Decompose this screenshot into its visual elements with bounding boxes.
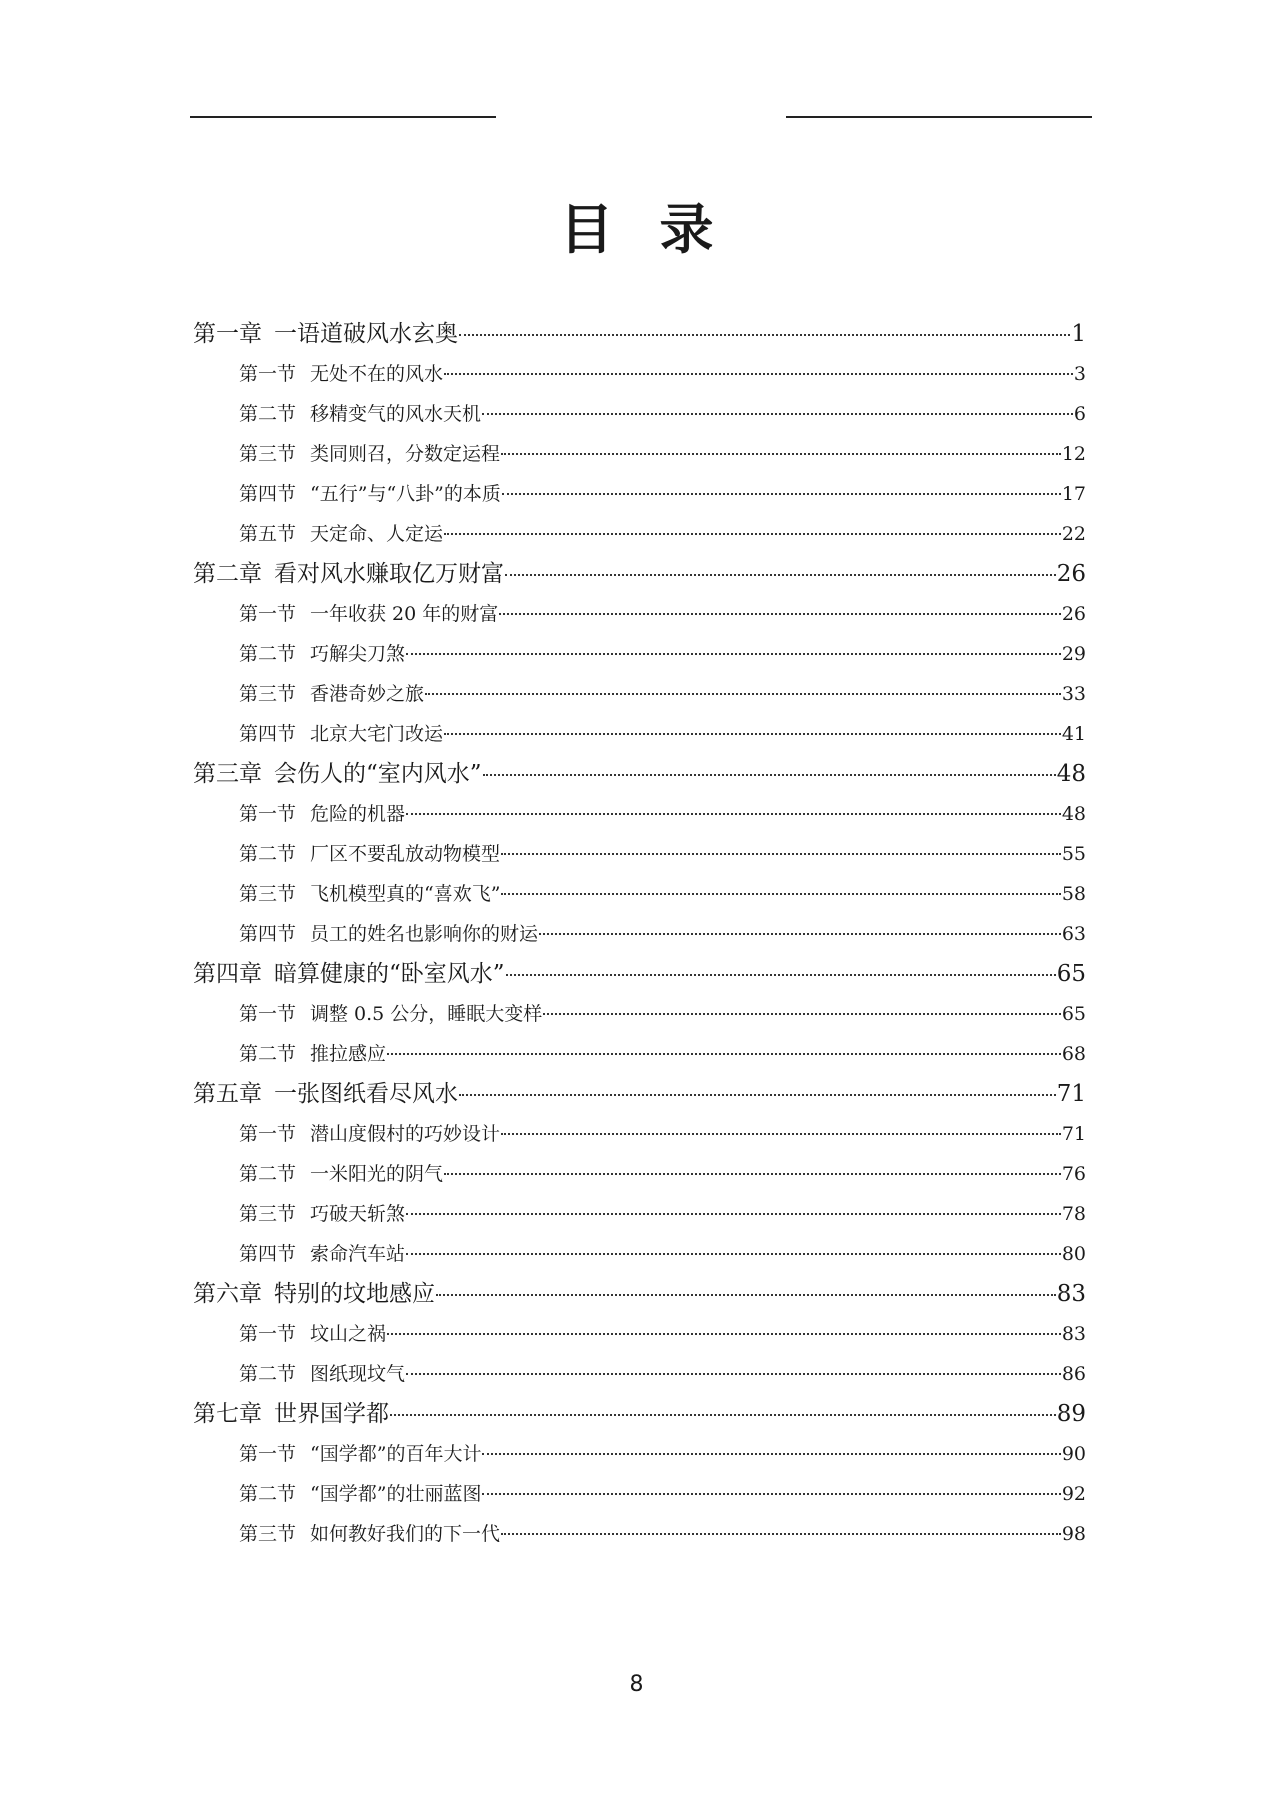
section-page-number: 76 <box>1061 1163 1086 1185</box>
section-page-number: 26 <box>1061 603 1086 625</box>
toc-section[interactable] <box>239 834 1086 874</box>
toc-section[interactable] <box>239 914 1086 954</box>
dot-leader <box>501 853 1061 855</box>
chapter-number: 第七章 <box>193 1401 262 1427</box>
section-number: 第三节 <box>239 443 297 465</box>
toc-section[interactable] <box>239 1114 1086 1154</box>
section-title: 潜山度假村的巧妙设计 <box>310 1123 501 1145</box>
section-title: 巧破天斩煞 <box>310 1203 406 1225</box>
section-title: 天定命、人定运 <box>310 523 444 545</box>
toc-section[interactable] <box>239 714 1086 754</box>
section-title: 飞机模型真的“喜欢飞” <box>310 883 501 905</box>
chapter-page-number: 71 <box>1056 1081 1086 1107</box>
section-page-number: 6 <box>1073 403 1086 425</box>
section-title: 无处不在的风水 <box>310 363 444 385</box>
header-rule-left <box>190 116 496 118</box>
dot-leader <box>406 1253 1061 1255</box>
dot-leader <box>406 1373 1061 1375</box>
section-number: 第二节 <box>239 1043 297 1065</box>
section-page-number: 58 <box>1061 883 1086 905</box>
toc-chapter[interactable] <box>193 314 1086 354</box>
section-page-number: 48 <box>1061 803 1086 825</box>
section-title: 类同则召，分数定运程 <box>310 443 501 465</box>
section-title: 坟山之祸 <box>310 1323 387 1345</box>
dot-leader <box>444 533 1061 535</box>
chapter-page-number: 89 <box>1056 1401 1086 1427</box>
section-number: 第一节 <box>239 803 297 825</box>
section-number: 第一节 <box>239 1443 297 1465</box>
section-page-number: 17 <box>1061 483 1086 505</box>
section-title: “五行”与“八卦”的本质 <box>310 483 501 505</box>
chapter-title: 世界国学都 <box>274 1401 389 1427</box>
chapter-title: 会伤人的“室内风水” <box>274 761 482 787</box>
section-title: 索命汽车站 <box>310 1243 406 1265</box>
chapter-number: 第一章 <box>193 321 262 347</box>
section-number: 第一节 <box>239 1123 297 1145</box>
chapter-page-number: 26 <box>1056 561 1086 587</box>
toc-section[interactable] <box>239 594 1086 634</box>
section-number: 第二节 <box>239 1483 297 1505</box>
chapter-number: 第三章 <box>193 761 262 787</box>
section-title: 一米阳光的阴气 <box>310 1163 444 1185</box>
section-number: 第四节 <box>239 1243 297 1265</box>
dot-leader <box>506 974 1056 976</box>
section-page-number: 86 <box>1061 1363 1086 1385</box>
section-title: 香港奇妙之旅 <box>310 683 425 705</box>
dot-leader <box>406 813 1061 815</box>
chapter-number: 第五章 <box>193 1081 262 1107</box>
section-number: 第一节 <box>239 603 297 625</box>
toc-section[interactable] <box>239 394 1086 434</box>
section-number: 第二节 <box>239 643 297 665</box>
toc-section[interactable] <box>239 994 1086 1034</box>
section-page-number: 22 <box>1061 523 1086 545</box>
chapter-number: 第二章 <box>193 561 262 587</box>
section-page-number: 68 <box>1061 1043 1086 1065</box>
toc-section[interactable] <box>239 354 1086 394</box>
toc-section[interactable] <box>239 674 1086 714</box>
table-of-contents <box>0 314 1273 1554</box>
section-page-number: 3 <box>1073 363 1086 385</box>
section-title: 图纸现坟气 <box>310 1363 406 1385</box>
toc-section[interactable] <box>239 1154 1086 1194</box>
chapter-title: 一语道破风水玄奥 <box>274 321 458 347</box>
chapter-page-number: 65 <box>1056 961 1086 987</box>
section-number: 第二节 <box>239 1363 297 1385</box>
dot-leader <box>501 1533 1061 1535</box>
dot-leader <box>505 574 1056 576</box>
page-title: 目录 <box>559 198 760 261</box>
chapter-number: 第六章 <box>193 1281 262 1307</box>
dot-leader <box>387 1053 1061 1055</box>
section-page-number: 29 <box>1061 643 1086 665</box>
section-number: 第二节 <box>239 843 297 865</box>
section-number: 第三节 <box>239 883 297 905</box>
section-number: 第一节 <box>239 1323 297 1345</box>
section-page-number: 63 <box>1061 923 1086 945</box>
dot-leader <box>444 373 1073 375</box>
dot-leader <box>444 733 1061 735</box>
section-title: 调整 0.5 公分，睡眠大变样 <box>310 1003 543 1025</box>
dot-leader <box>501 453 1061 455</box>
dot-leader <box>501 893 1060 895</box>
dot-leader <box>425 693 1061 695</box>
section-page-number: 78 <box>1061 1203 1086 1225</box>
header-rule-right <box>786 116 1092 118</box>
chapter-title: 一张图纸看尽风水 <box>274 1081 458 1107</box>
toc-section[interactable] <box>239 1234 1086 1274</box>
section-title: 推拉感应 <box>310 1043 387 1065</box>
section-title: 北京大宅门改运 <box>310 723 444 745</box>
toc-section[interactable] <box>239 1514 1086 1554</box>
dot-leader <box>539 933 1061 935</box>
chapter-title: 暗算健康的“卧室风水” <box>274 961 505 987</box>
toc-section[interactable] <box>239 434 1086 474</box>
toc-chapter[interactable] <box>193 1274 1086 1314</box>
dot-leader <box>406 1213 1061 1215</box>
dot-leader <box>459 1094 1056 1096</box>
section-number: 第四节 <box>239 723 297 745</box>
toc-section[interactable] <box>239 1314 1086 1354</box>
section-page-number: 12 <box>1061 443 1086 465</box>
section-page-number: 55 <box>1061 843 1086 865</box>
section-title: 如何教好我们的下一代 <box>310 1523 501 1545</box>
section-number: 第二节 <box>239 403 297 425</box>
chapter-page-number: 48 <box>1056 761 1086 787</box>
section-page-number: 65 <box>1061 1003 1086 1025</box>
toc-chapter[interactable] <box>193 1074 1086 1114</box>
section-page-number: 90 <box>1061 1443 1086 1465</box>
section-number: 第二节 <box>239 1163 297 1185</box>
dot-leader <box>502 493 1061 495</box>
dot-leader <box>543 1013 1061 1015</box>
section-number: 第一节 <box>239 363 297 385</box>
section-page-number: 80 <box>1061 1243 1086 1265</box>
section-number: 第三节 <box>239 683 297 705</box>
section-title: 厂区不要乱放动物模型 <box>310 843 501 865</box>
section-page-number: 98 <box>1061 1523 1086 1545</box>
chapter-page-number: 1 <box>1071 321 1086 347</box>
dot-leader <box>483 774 1056 776</box>
toc-section[interactable] <box>239 1354 1086 1394</box>
chapter-title: 特别的坟地感应 <box>274 1281 435 1307</box>
section-title: 一年收获 20 年的财富 <box>310 603 499 625</box>
dot-leader <box>482 1453 1060 1455</box>
dot-leader <box>444 1173 1061 1175</box>
toc-section[interactable] <box>239 1434 1086 1474</box>
chapter-page-number: 83 <box>1056 1281 1086 1307</box>
chapter-title: 看对风水赚取亿万财富 <box>274 561 504 587</box>
toc-chapter[interactable] <box>193 954 1086 994</box>
dot-leader <box>436 1294 1056 1296</box>
section-title: “国学都”的百年大计 <box>310 1443 482 1465</box>
dot-leader <box>387 1333 1061 1335</box>
toc-section[interactable] <box>239 794 1086 834</box>
section-title: 危险的机器 <box>310 803 406 825</box>
toc-chapter[interactable] <box>193 554 1086 594</box>
dot-leader <box>390 1414 1056 1416</box>
section-number: 第四节 <box>239 483 297 505</box>
section-number: 第三节 <box>239 1203 297 1225</box>
dot-leader <box>482 1493 1060 1495</box>
dot-leader <box>501 1133 1061 1135</box>
section-page-number: 41 <box>1061 723 1086 745</box>
dot-leader <box>482 413 1073 415</box>
toc-section[interactable] <box>239 634 1086 674</box>
toc-chapter[interactable] <box>193 1394 1086 1434</box>
toc-chapter[interactable] <box>193 754 1086 794</box>
chapter-number: 第四章 <box>193 961 262 987</box>
section-page-number: 33 <box>1061 683 1086 705</box>
section-number: 第三节 <box>239 1523 297 1545</box>
toc-section[interactable] <box>239 874 1086 914</box>
section-title: “国学都”的壮丽蓝图 <box>310 1483 482 1505</box>
dot-leader <box>499 613 1061 615</box>
dot-leader <box>406 653 1061 655</box>
section-number: 第一节 <box>239 1003 297 1025</box>
dot-leader <box>459 334 1070 336</box>
section-page-number: 92 <box>1061 1483 1086 1505</box>
section-title: 巧解尖刀煞 <box>310 643 406 665</box>
section-page-number: 71 <box>1061 1123 1086 1145</box>
toc-section[interactable] <box>239 1034 1086 1074</box>
page-number: 8 <box>629 1672 644 1697</box>
section-number: 第五节 <box>239 523 297 545</box>
section-title: 员工的姓名也影响你的财运 <box>310 923 539 945</box>
toc-section[interactable] <box>239 1194 1086 1234</box>
toc-section[interactable] <box>239 1474 1086 1514</box>
section-page-number: 83 <box>1061 1323 1086 1345</box>
section-number: 第四节 <box>239 923 297 945</box>
toc-section[interactable] <box>239 514 1086 554</box>
toc-section[interactable] <box>239 474 1086 514</box>
section-title: 移精变气的风水天机 <box>310 403 482 425</box>
